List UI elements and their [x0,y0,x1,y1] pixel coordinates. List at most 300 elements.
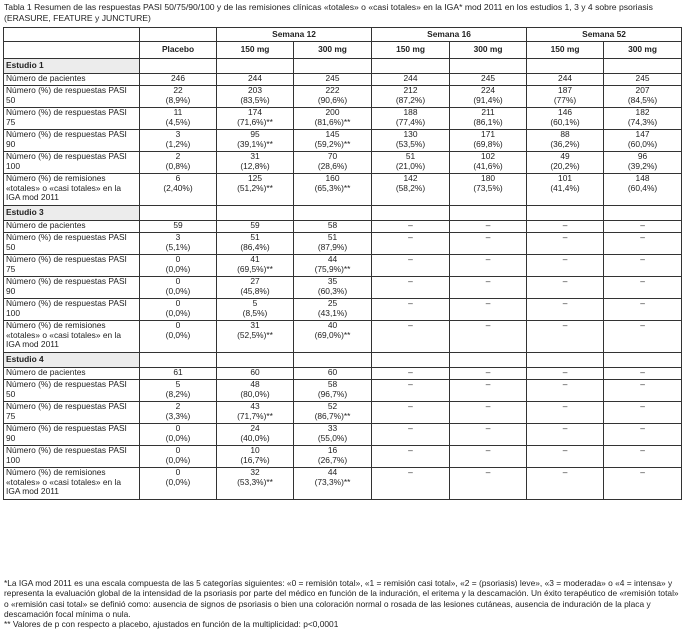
cell-count: – [640,320,645,330]
data-cell [604,130,682,152]
cell-count: 146 [558,107,573,117]
placebo-header-top [140,28,217,42]
cell-percent: (0,0%) [165,454,191,465]
data-cell [372,74,450,86]
cell-count: 187 [558,85,573,95]
cell-count: 58 [327,379,338,389]
section-blank-cell [294,206,372,221]
cell-percent: (84,5%) [627,94,658,105]
cell-count: – [562,445,568,455]
table-row [4,321,682,353]
cell-count: 96 [637,151,648,161]
table-row [4,152,682,174]
row-label: Número de pacientes [4,221,140,233]
cell-count: – [640,401,645,411]
table-row [4,130,682,152]
data-cell [372,468,450,500]
data-cell [604,255,682,277]
data-cell [294,108,372,130]
cell-percent: (0,0%) [165,476,191,487]
data-cell [527,468,604,500]
cell-count: 31 [250,320,260,330]
cell-count: – [562,401,568,411]
row-label: Número (%) de remisiones «totales» o «casi totales» en la IGA mod 2011 [4,174,140,206]
data-cell [294,299,372,321]
section-blank-cell [450,206,527,221]
row-label: Número de pacientes [4,368,140,380]
cell-count: – [485,220,491,230]
cell-percent: (71,7%)** [237,410,273,421]
data-cell [294,380,372,402]
cell-percent: (40,0%) [240,432,270,443]
data-cell [140,368,217,380]
data-cell [604,152,682,174]
data-cell [604,380,682,402]
cell-count: – [485,445,491,455]
table-row [4,380,682,402]
cell-percent: (51,2%)** [237,182,273,193]
cell-count: 48 [250,379,260,389]
data-cell [140,233,217,255]
cell-percent: (41,4%) [550,182,580,193]
data-cell [527,233,604,255]
data-cell [217,424,294,446]
cell-count: 70 [327,151,338,161]
data-cell [372,233,450,255]
data-cell [450,108,527,130]
data-cell [140,446,217,468]
cell-count: – [408,379,413,389]
cell-percent: (0,0%) [165,307,191,318]
cell-count: 147 [635,129,650,139]
data-cell [450,277,527,299]
data-cell [294,152,372,174]
cell-percent: (90,6%) [317,94,348,105]
data-cell [217,221,294,233]
data-cell [604,321,682,353]
cell-count: – [408,320,413,330]
cell-percent: (16,7%) [240,454,270,465]
cell-percent: (75,9%)** [314,263,351,274]
cell-percent: (0,0%) [165,432,191,443]
cell-count: 44 [327,467,338,477]
data-cell [372,368,450,380]
cell-count: 27 [250,276,260,286]
table-row [4,468,682,500]
cell-count: 245 [481,73,496,83]
data-cell [140,174,217,206]
week-52-header: Semana 52 [527,28,682,42]
data-cell [450,402,527,424]
cell-count: 58 [327,220,338,230]
data-cell [450,152,527,174]
row-label: Número (%) de respuestas PASI 90 [4,130,140,152]
section-title: Estudio 3 [4,206,140,221]
cell-count: 244 [558,73,573,83]
cell-count: 207 [635,85,650,95]
cell-count: – [562,220,568,230]
table-row [4,402,682,424]
cell-percent: (0,0%) [165,263,191,274]
data-cell [527,299,604,321]
cell-percent: (58,2%) [395,182,426,193]
cell-count: 142 [403,173,418,183]
data-cell [527,368,604,380]
cell-count: 212 [403,85,418,95]
cell-percent: (20,2%) [550,160,580,171]
data-cell [527,74,604,86]
data-cell [372,174,450,206]
cell-percent: (5,1%) [165,241,191,252]
data-cell [450,299,527,321]
cell-count: 125 [248,173,262,183]
section-header-row [4,206,682,221]
data-cell [217,446,294,468]
data-cell [140,152,217,174]
data-cell [217,299,294,321]
data-cell [294,424,372,446]
cell-count: – [640,276,645,286]
table-row [4,221,682,233]
section-blank-cell [140,59,217,74]
cell-percent: (83,5%) [240,94,270,105]
data-cell [217,74,294,86]
cell-percent: (65,3%)** [314,182,351,193]
cell-percent: (60,1%) [550,116,580,127]
table-row [4,108,682,130]
cell-count: 0 [175,276,181,286]
cell-count: 60 [250,367,260,377]
cell-percent: (8,2%) [165,388,191,399]
data-cell [372,321,450,353]
data-cell [294,468,372,500]
cell-percent: (41,6%) [473,160,503,171]
cell-count: 180 [481,173,496,183]
data-cell [450,233,527,255]
data-cell [217,402,294,424]
section-blank-cell [294,353,372,368]
data-cell [450,130,527,152]
row-label: Número (%) de respuestas PASI 100 [4,152,140,174]
cell-percent: (1,2%) [165,138,191,149]
dose-header: 300 mg [604,42,682,59]
cell-percent: (53,3%)** [237,476,273,487]
data-cell [294,402,372,424]
cell-count: 174 [248,107,262,117]
cell-count: – [640,220,645,230]
cell-count: 0 [175,423,181,433]
section-blank-cell [372,353,450,368]
cell-count: – [640,232,645,242]
data-cell [604,233,682,255]
cell-percent: (12,8%) [240,160,270,171]
results-table [3,27,682,500]
data-cell [450,424,527,446]
cell-count: – [562,298,568,308]
data-cell [217,233,294,255]
cell-count: 10 [250,445,260,455]
cell-count: – [485,379,491,389]
data-cell [372,221,450,233]
corner-cell-lower [4,42,140,59]
data-cell [372,446,450,468]
cell-count: 59 [250,220,260,230]
table-row [4,86,682,108]
data-cell [527,380,604,402]
cell-count: – [485,401,491,411]
cell-count: 31 [250,151,260,161]
data-cell [450,380,527,402]
data-cell [140,468,217,500]
cell-count: 0 [175,298,181,308]
data-cell [294,368,372,380]
cell-count: 44 [327,254,338,264]
dose-header: 150 mg [217,42,294,59]
cell-count: – [562,379,568,389]
cell-count: 11 [173,107,183,117]
data-cell [140,424,217,446]
data-cell [527,108,604,130]
data-cell [604,174,682,206]
dose-header: 300 mg [294,42,372,59]
cell-count: 43 [250,401,260,411]
cell-count: 60 [327,367,338,377]
cell-count: – [408,423,413,433]
cell-percent: (80,0%) [240,388,270,399]
section-blank-cell [527,206,604,221]
data-cell [294,233,372,255]
cell-count: 88 [560,129,570,139]
table-row [4,255,682,277]
dose-header: 150 mg [372,42,450,59]
section-blank-cell [527,353,604,368]
cell-percent: (73,5%) [473,182,503,193]
cell-count: 2 [175,151,181,161]
cell-percent: (8,5%) [242,307,268,318]
cell-percent: (52,5%)** [237,329,273,340]
data-cell [372,402,450,424]
section-header-row [4,353,682,368]
cell-count: 101 [558,173,573,183]
data-cell [372,299,450,321]
cell-count: 2 [175,401,181,411]
cell-count: 32 [250,467,260,477]
section-blank-cell [217,59,294,74]
cell-percent: (69,5%)** [237,263,273,274]
cell-percent: (87,2%) [395,94,426,105]
data-cell [450,86,527,108]
cell-count: 5 [252,298,258,308]
cell-count: 24 [250,423,260,433]
cell-count: 145 [325,129,340,139]
cell-percent: (0,0%) [165,285,191,296]
cell-count: 3 [175,232,181,242]
cell-count: 148 [635,173,650,183]
section-title: Estudio 1 [4,59,140,74]
section-blank-cell [140,353,217,368]
cell-count: 222 [325,85,340,95]
cell-percent: (86,7%)** [314,410,351,421]
cell-count: 224 [481,85,496,95]
data-cell [217,380,294,402]
table-caption: Tabla 1 Resumen de las respuestas PASI 50/75/90/100 y de las remisiones clínicas «totales» o «casi totales» en la IGA* mod 2011 en los estudios 1, 3 y 4 sobre psoriasis (ERASURE, FEATURE y JUNCTURE) [4,2,653,23]
row-label: Número (%) de respuestas PASI 50 [4,86,140,108]
data-cell [604,446,682,468]
cell-count: – [640,379,645,389]
data-cell [140,321,217,353]
cell-percent: (87,9%) [317,241,348,252]
cell-percent: (96,7%) [317,388,348,399]
cell-count: 0 [175,467,181,477]
cell-count: 41 [250,254,260,264]
table-row [4,233,682,255]
data-cell [140,86,217,108]
cell-count: 6 [175,173,181,183]
data-cell [140,380,217,402]
row-label: Número (%) de respuestas PASI 100 [4,299,140,321]
cell-count: – [408,467,413,477]
data-cell [527,446,604,468]
data-cell [527,130,604,152]
cell-count: 35 [327,276,338,286]
cell-count: – [562,367,568,377]
data-cell [140,130,217,152]
data-cell [294,74,372,86]
data-cell [372,86,450,108]
cell-count: – [562,276,568,286]
data-cell [450,468,527,500]
cell-percent: (73,3%)** [314,476,351,487]
data-cell [527,277,604,299]
cell-percent: (60,4%) [627,182,658,193]
data-cell [140,108,217,130]
cell-percent: (36,2%) [550,138,580,149]
data-cell [294,321,372,353]
data-cell [217,277,294,299]
row-label: Número (%) de respuestas PASI 90 [4,277,140,299]
cell-percent: (45,8%) [240,285,270,296]
placebo-header: Placebo [140,42,217,59]
cell-percent: (77,4%) [395,116,426,127]
cell-count: – [408,232,413,242]
cell-count: – [485,423,491,433]
table-row [4,424,682,446]
data-cell [217,321,294,353]
data-cell [294,446,372,468]
cell-count: 0 [175,254,181,264]
row-label: Número (%) de remisiones «totales» o «casi totales» en la IGA mod 2011 [4,468,140,500]
row-label: Número (%) de respuestas PASI 75 [4,402,140,424]
row-label: Número (%) de respuestas PASI 100 [4,446,140,468]
cell-percent: (60,0%) [627,138,658,149]
cell-count: – [408,401,413,411]
cell-count: 52 [327,401,338,411]
cell-percent: (53,5%) [395,138,426,149]
cell-count: 200 [325,107,340,117]
data-cell [372,152,450,174]
data-cell [140,402,217,424]
section-blank-cell [217,353,294,368]
cell-count: 245 [325,73,340,83]
cell-count: 244 [403,73,418,83]
section-header-row [4,59,682,74]
table-row [4,174,682,206]
cell-count: 16 [327,445,338,455]
section-blank-cell [372,59,450,74]
cell-count: 95 [250,129,260,139]
data-cell [372,380,450,402]
cell-count: 5 [175,379,181,389]
cell-count: – [640,298,645,308]
data-cell [450,174,527,206]
cell-percent: (0,0%) [165,329,191,340]
data-cell [527,402,604,424]
footnotes [4,578,680,629]
data-cell [217,130,294,152]
cell-count: 33 [327,423,338,433]
cell-count: – [408,254,413,264]
cell-count: – [408,367,413,377]
data-cell [450,74,527,86]
cell-percent: (81,6%)** [314,116,351,127]
section-blank-cell [450,353,527,368]
cell-count: – [640,254,645,264]
cell-percent: (86,4%) [240,241,270,252]
cell-percent: (55,0%) [317,432,348,443]
cell-percent: (59,2%)** [314,138,351,149]
cell-percent: (86,1%) [473,116,503,127]
cell-count: 102 [481,151,496,161]
cell-count: 51 [250,232,260,242]
data-cell [372,255,450,277]
cell-count: – [562,423,568,433]
cell-count: – [562,232,568,242]
data-cell [527,174,604,206]
row-label: Número (%) de respuestas PASI 90 [4,424,140,446]
data-cell [217,174,294,206]
row-label: Número de pacientes [4,74,140,86]
row-label: Número (%) de respuestas PASI 75 [4,108,140,130]
dose-header: 150 mg [527,42,604,59]
cell-percent: (8,9%) [165,94,191,105]
cell-count: – [485,232,491,242]
cell-count: – [485,367,491,377]
data-cell [604,277,682,299]
cell-count: 25 [327,298,338,308]
cell-count: 51 [405,151,416,161]
cell-percent: (71,6%)** [237,116,273,127]
cell-percent: (39,2%) [627,160,658,171]
data-cell [217,152,294,174]
section-blank-cell [294,59,372,74]
cell-count: – [640,423,645,433]
cell-count: 246 [171,73,185,83]
data-cell [527,221,604,233]
section-blank-cell [140,206,217,221]
dose-header: 300 mg [450,42,527,59]
cell-count: 182 [635,107,650,117]
section-blank-cell [450,59,527,74]
footnote-iga: *La IGA mod 2011 es una escala compuesta de las 5 categorías siguientes: «0 = remisión total», «1 = remisión casi total», «2 = (psoriasis) leve», «3 = moderada» o «4 = intensa» y representa la evaluación global de la intensidad de la psoriasis por parte del médico en función de la induración, el eritema y la descamación. Un éxito terapéutico de «remisión total» o «remisión casi total» se definió como: ausencia de signos de psoriasis o bien una coloración normal o rosada de las lesiones cutáneas, ausencia de induración de la placa y descamación focal mínima o nula. [4,578,679,619]
data-cell [372,130,450,152]
cell-count: – [562,320,568,330]
cell-count: – [562,254,568,264]
data-cell [527,152,604,174]
cell-count: – [408,298,413,308]
cell-percent: (60,3%) [317,285,348,296]
data-cell [527,321,604,353]
data-cell [527,86,604,108]
